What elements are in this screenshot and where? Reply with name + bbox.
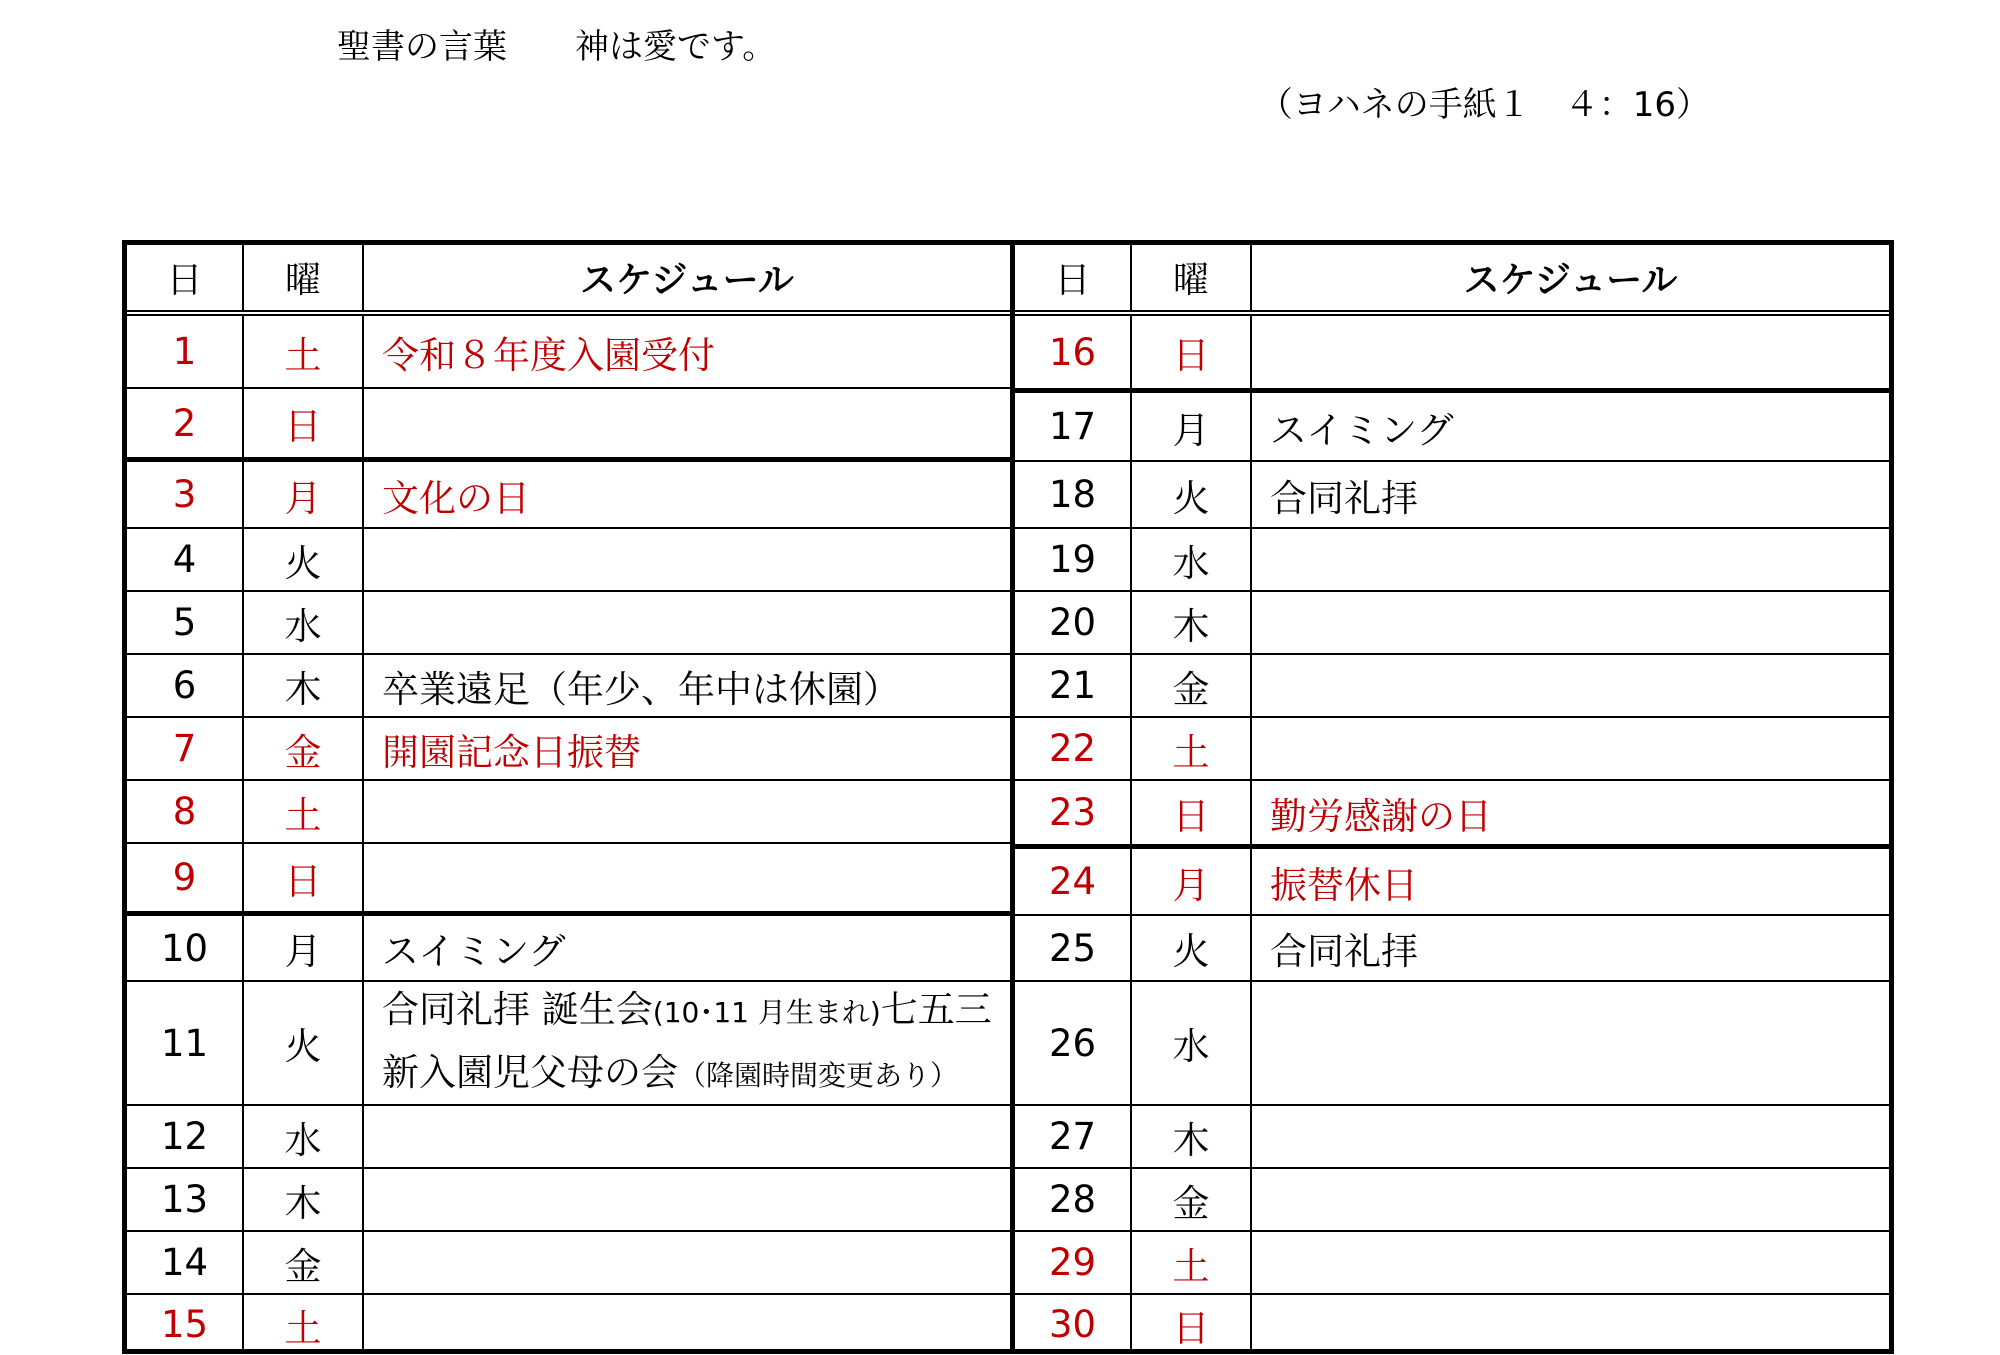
weekday-cell: 金 (244, 1232, 364, 1293)
schedule-cell (1252, 1232, 1889, 1293)
header-row-left (127, 245, 1010, 310)
schedule-cell (1252, 529, 1889, 590)
header-row-right (1015, 245, 1889, 310)
verse-label: 聖書の言葉 (337, 27, 507, 67)
day-cell: 7 (127, 718, 244, 779)
schedule-cell (1252, 1169, 1889, 1230)
weekday-cell: 木 (1132, 1106, 1252, 1167)
schedule-cell (1252, 592, 1889, 653)
schedule-cell (364, 1295, 1010, 1354)
schedule-cell: 合同礼拝 (1270, 930, 1418, 973)
schedule-line-1-text: 合同礼拝 誕生会 (382, 988, 653, 1031)
schedule-cell: 令和８年度入園受付 (382, 333, 715, 377)
schedule-cell (364, 982, 1010, 1104)
weekday-cell: 水 (244, 592, 364, 653)
table-row (1015, 592, 1889, 655)
schedule-cell: 振替休日 (1270, 863, 1418, 907)
schedule-cell: 開園記念日振替 (382, 730, 641, 774)
table-row (1015, 1295, 1889, 1354)
schedule-cell (1252, 1295, 1889, 1354)
weekday-cell: 日 (244, 389, 364, 457)
schedule-line-1-small: (10･11 月生まれ) (652, 996, 881, 1029)
weekday-cell: 月 (244, 916, 364, 980)
header-day: 日 (127, 245, 244, 310)
day-cell: 2 (127, 389, 244, 457)
schedule-cell (1252, 1106, 1889, 1167)
header-day: 日 (1015, 245, 1132, 310)
day-cell: 15 (127, 1295, 244, 1354)
table-row (127, 1106, 1010, 1169)
schedule-line-1 (382, 982, 992, 1043)
schedule-cell: 合同礼拝 (1270, 476, 1418, 520)
table-row (127, 389, 1010, 462)
weekday-cell: 金 (1132, 655, 1252, 716)
table-row (1015, 1106, 1889, 1169)
table-row (127, 916, 1010, 982)
weekday-cell: 金 (244, 718, 364, 779)
schedule-cell (364, 844, 1010, 911)
table-row (127, 718, 1010, 781)
weekday-cell: 日 (1132, 1295, 1252, 1354)
table-row (1015, 849, 1889, 916)
weekday-cell: 日 (1132, 316, 1252, 388)
table-row (1015, 982, 1889, 1106)
day-cell: 27 (1015, 1106, 1132, 1167)
table-row (1015, 529, 1889, 592)
schedule-cell: 勤労感謝の日 (1270, 794, 1492, 838)
table-row (127, 982, 1010, 1106)
schedule-table (122, 240, 1894, 1354)
day-cell: 22 (1015, 718, 1132, 779)
schedule-cell (364, 1106, 1010, 1167)
schedule-line-2 (382, 1043, 958, 1104)
table-row (127, 529, 1010, 592)
day-cell: 3 (127, 462, 244, 527)
day-cell: 10 (127, 916, 244, 980)
schedule-left-half (127, 245, 1010, 1349)
weekday-cell: 木 (244, 1169, 364, 1230)
schedule-cell (364, 389, 1010, 457)
weekday-cell: 日 (1132, 781, 1252, 844)
day-cell: 28 (1015, 1169, 1132, 1230)
day-cell: 18 (1015, 462, 1132, 527)
day-cell: 26 (1015, 982, 1132, 1104)
schedule-cell (1252, 982, 1889, 1104)
schedule-cell: スイミング (382, 930, 566, 973)
weekday-cell: 火 (244, 529, 364, 590)
table-row (1015, 1232, 1889, 1295)
day-cell: 6 (127, 655, 244, 716)
weekday-cell: 月 (1132, 393, 1252, 460)
schedule-cell (364, 529, 1010, 590)
day-cell: 24 (1015, 849, 1132, 914)
schedule-right-half (1015, 245, 1889, 1349)
table-row (127, 655, 1010, 718)
day-cell: 13 (127, 1169, 244, 1230)
table-row (127, 781, 1010, 844)
weekday-cell: 土 (1132, 1232, 1252, 1293)
weekday-cell: 水 (244, 1106, 364, 1167)
schedule-cell: スイミング (1270, 408, 1454, 452)
day-cell: 8 (127, 781, 244, 842)
table-row (127, 592, 1010, 655)
day-cell: 23 (1015, 781, 1132, 844)
weekday-cell: 火 (1132, 916, 1252, 980)
weekday-cell: 水 (1132, 529, 1252, 590)
day-cell: 17 (1015, 393, 1132, 460)
day-cell: 12 (127, 1106, 244, 1167)
table-row (127, 844, 1010, 916)
weekday-cell: 土 (1132, 718, 1252, 779)
table-row (1015, 462, 1889, 529)
schedule-cell: 卒業遠足（年少、年中は休園） (382, 667, 900, 711)
schedule-cell (364, 1232, 1010, 1293)
day-cell: 9 (127, 844, 244, 911)
table-row (1015, 781, 1889, 849)
weekday-cell: 木 (244, 655, 364, 716)
day-cell: 30 (1015, 1295, 1132, 1354)
table-row (127, 316, 1010, 389)
schedule-cell (1252, 316, 1889, 388)
weekday-cell: 水 (1132, 982, 1252, 1104)
weekday-cell: 月 (1132, 849, 1252, 914)
schedule-cell (1252, 655, 1889, 716)
header-schedule: スケジュール (1463, 260, 1678, 301)
verse-text: 神は愛です。 (575, 27, 777, 67)
table-row (1015, 1169, 1889, 1232)
weekday-cell: 火 (244, 982, 364, 1104)
weekday-cell: 土 (244, 1295, 364, 1354)
weekday-cell: 木 (1132, 592, 1252, 653)
table-row (127, 1295, 1010, 1354)
verse-reference: （ヨハネの手紙１ ４：16） (1258, 85, 1710, 125)
day-cell: 19 (1015, 529, 1132, 590)
schedule-line-2-small: （降園時間変更あり） (678, 1059, 959, 1092)
day-cell: 21 (1015, 655, 1132, 716)
table-row (1015, 393, 1889, 462)
weekday-cell: 土 (244, 316, 364, 387)
table-row (1015, 316, 1889, 393)
schedule-cell: 文化の日 (382, 476, 530, 520)
day-cell: 16 (1015, 316, 1132, 388)
schedule-line-1-end: 七五三 (880, 988, 992, 1031)
schedule-line-2-text: 新入園児父母の会 (382, 1051, 678, 1094)
day-cell: 11 (127, 982, 244, 1104)
day-cell: 4 (127, 529, 244, 590)
day-cell: 20 (1015, 592, 1132, 653)
weekday-cell: 日 (244, 844, 364, 911)
day-cell: 5 (127, 592, 244, 653)
table-row (1015, 655, 1889, 718)
weekday-cell: 火 (1132, 462, 1252, 527)
header-weekday: 曜 (1132, 245, 1252, 310)
table-row (1015, 916, 1889, 982)
header-schedule: スケジュール (580, 260, 794, 301)
schedule-cell (364, 781, 1010, 842)
schedule-cell (364, 1169, 1010, 1230)
header-weekday: 曜 (244, 245, 364, 310)
day-cell: 29 (1015, 1232, 1132, 1293)
verse-title (337, 22, 776, 72)
weekday-cell: 金 (1132, 1169, 1252, 1230)
day-cell: 14 (127, 1232, 244, 1293)
weekday-cell: 月 (244, 462, 364, 527)
table-row (127, 1232, 1010, 1295)
day-cell: 25 (1015, 916, 1132, 980)
table-row (127, 1169, 1010, 1232)
table-row (1015, 718, 1889, 781)
schedule-cell (1252, 718, 1889, 779)
schedule-cell (364, 592, 1010, 653)
weekday-cell: 土 (244, 781, 364, 842)
table-row (127, 462, 1010, 529)
day-cell: 1 (127, 316, 244, 387)
